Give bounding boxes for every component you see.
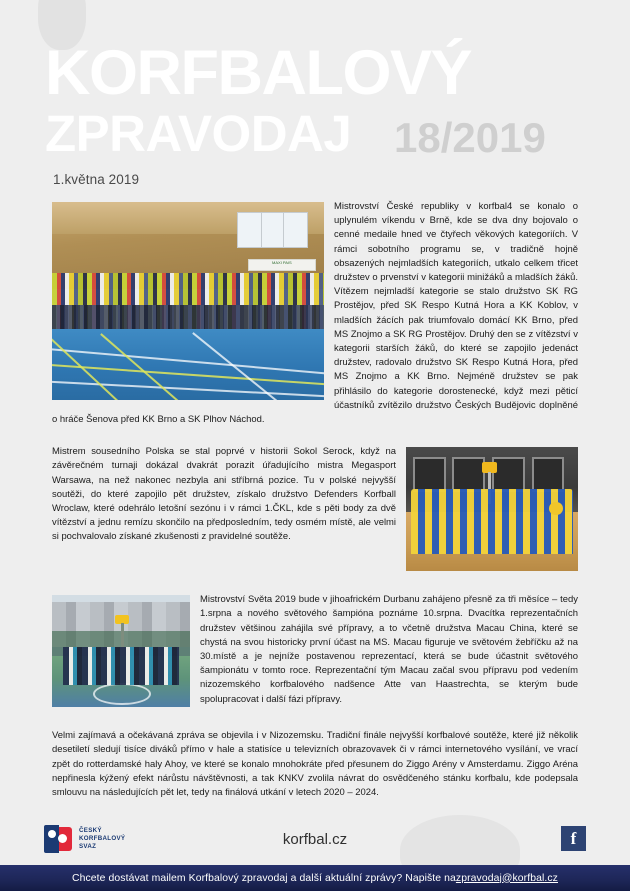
article-block-4 <box>0 729 630 800</box>
article-paragraph-1: Mistrovství České republiky v korfbal4 se konalo o uplynulém víkendu v Brně, kde se dva dny bojovalo o cenné medaile hned ve čtyřech věkových kategoriích. V rámci sobotního programu se, v tradičně hojně obsazených nejmladších kategoriích, utkalo celkem třicet družstev o prvenství v kategorii minižáků a mladších žáků. Vítězem nejmladší kategorie se stalo družstvo SK RG Prostějov, před SK Respo Kutná Hora a KK Koblov, v mladších žácích pak triumfovalo domácí KK Brno, před MS Znojmo a SK RG Prostějov. Druhý den se z vítězství v kategorii starších žáků, do které se zapojilo jedenáct družstev, radovalo družstvo SK Respo Kutná Hora, před MS Znojmo a KK Brno. Nejméně družstev se pak přihlásilo do kategorie dorostenecké, když mezi pěticí účastníků zvítězilo družstvo Českých Budějovic doplněné o hráče Šenova před KK Brno a SK Plhov Náchod. <box>52 201 578 426</box>
article-paragraph-3: Mistrovství Světa 2019 bude v jihoafrickém Durbanu zahájeno přesně za tři měsíce – tedy 1.srpna a nového světového šampióna poznáme 10.srpna. Dvacítka reprezentačních družstev většinou zahájila své přípravy, a to včetně družstva Macau China, které se chystá na svou historicky první účast na MS. Macau figuruje ve světovém žebříčku až na 30.místě a je nejníže postavenou reprezentací, která se bude účastnit světového šampionátu v tomto roce. Reprezentační tým Macau začal svou přípravu pod vedením nizozemského korfbalového nadšence Atte van Haastrechta, se kterým bude spolupracovat i další fázi přípravy. <box>200 594 578 705</box>
spacer-1 <box>0 427 630 445</box>
photo-team-celebration <box>406 447 578 571</box>
newsletter-footer <box>0 819 630 865</box>
logo-line-2: KORFBALOVÝ <box>79 835 126 842</box>
spacer-3 <box>0 711 630 729</box>
newsletter-content <box>0 200 630 800</box>
facebook-icon[interactable]: f <box>561 826 586 851</box>
logo-line-3: SVAZ <box>79 843 97 850</box>
article-block-3 <box>0 593 630 711</box>
photo-detail-window <box>237 212 308 248</box>
photo-detail-ball <box>549 502 563 516</box>
website-link[interactable]: korfbal.cz <box>282 831 348 848</box>
spacer-2 <box>0 575 630 593</box>
photo-detail-banner: MAXI PAIS <box>248 259 316 271</box>
issue-date: 1.května 2019 <box>53 172 140 187</box>
article-paragraph-2: Mistrem sousedního Polska se stal poprvé v historii Sokol Serock, když na závěrečném turnaji dokázal dvakrát porazit úřadujícího mistra Megasport Warsawa, na než nakonec nezbyla ani stříbrná pozice. Tu v polské nejvyšší soutěži, do které zapojilo pět družstev, získalo družstvo Defenders Korfball Wroclaw, které odehrálo letošní sezónu i v rámci 1.ČKL, kde s pěti body za dvě vítězství a jednu remízu skončilo na předposledním, tedy osmém místě, ale velmi si pochvalovalo získané zkušenosti z pravidelné soutěže. <box>52 446 396 543</box>
photo-outdoor-court-china <box>52 595 190 707</box>
newsletter-header <box>0 0 630 200</box>
subscribe-email-link[interactable]: zpravodaj@korfbal.cz <box>455 872 558 884</box>
article-block-1 <box>0 200 630 427</box>
photo-sports-hall-lineup <box>52 202 324 400</box>
page-title-main: KORFBALOVÝ <box>45 38 471 108</box>
subscribe-banner-text: Chcete dostávat mailem Korfbalový zpravodaj a další aktuální zprávy? Napište na <box>72 872 456 884</box>
article-block-2 <box>0 445 630 575</box>
logo-line-1: ČESKÝ <box>79 827 102 834</box>
article-paragraph-4: Velmi zajímavá a očekávaná zpráva se objevila i v Nizozemsku. Tradiční finále nejvyšší korfbalové soutěže, které již několik desetiletí sledují tisíce diváků přímo v hale a statisíce u televizních obrazovavek či v rámci internetového vysílání, ve vrací zpět do rotterdamské haly Ahoy, ve které se konalo mnohokráte před přesunem do Ziggo Arény v Amsterdamu. Ziggo Aréna nepřinesla kýžený efekt nárůstu návštěvnosti, a tak KNKV zvolila návrat do osvědčeného stánku korfbalu, kde podepsala smlouvu na následujících pět let, tedy na finálová utkání v letech 2020 – 2024. <box>52 730 578 799</box>
subscribe-banner <box>0 865 630 891</box>
issue-number: 18/2019 <box>394 114 546 161</box>
page-title-sub: ZPRAVODAJ <box>45 105 352 162</box>
